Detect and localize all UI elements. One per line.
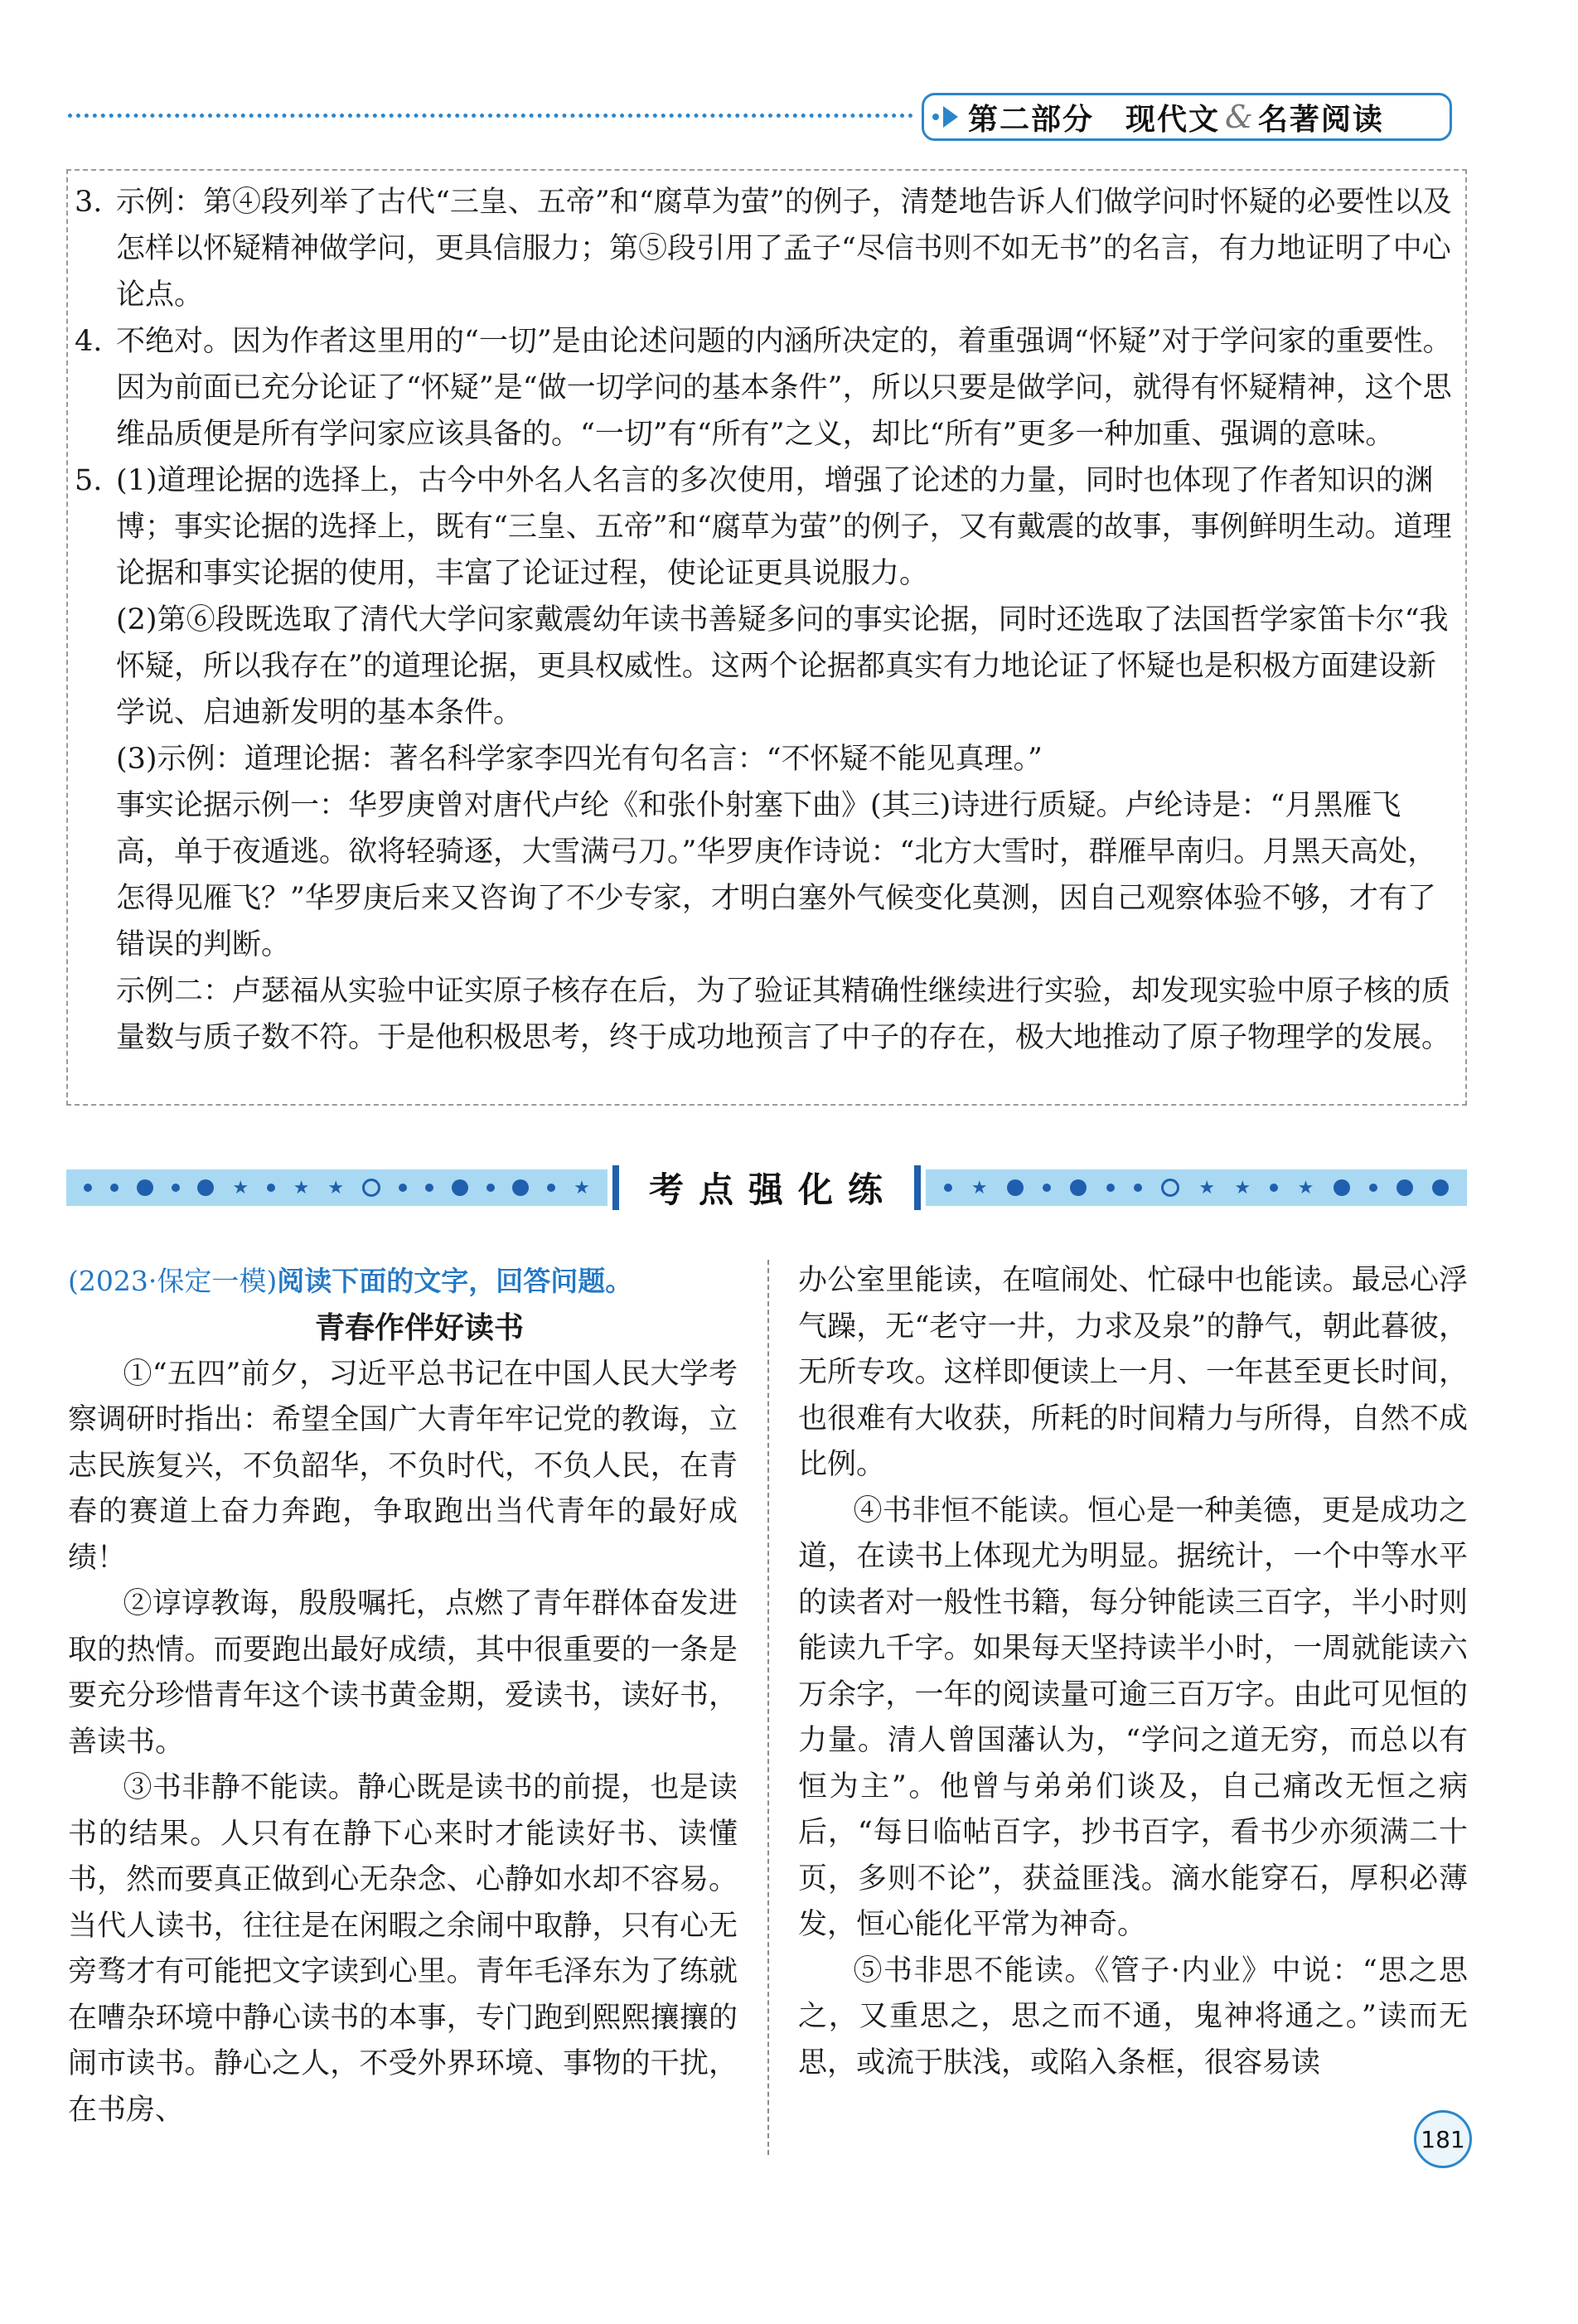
article-paragraph: ②谆谆教诲，殷殷嘱托，点燃了青年群体奋发进取的热情。而要跑出最好成绩，其中很重要的一条是要充分珍惜青年这个读书黄金期，爱读书，读好书，善读书。 (68, 1587, 738, 1759)
chapter-header (922, 93, 1452, 141)
answer-text: (3)示例：道理论据：著名科学家李四光有句名言：“不怀疑不能见真理。” (116, 743, 1043, 776)
answer-text: 示例二：卢瑟福从实验中证实原子核存在后，为了验证其精确性继续进行实验，却发现实验中原子核的质量数与质子数不符。于是他积极思考，终于成功地预言了中子的存在，极大地推动了原子物理学的发展。 (116, 975, 1451, 1054)
banner-decoration-right: ★ ★ ★ ★ (926, 1169, 1467, 1206)
chapter-part: 第二部分 (968, 102, 1095, 137)
answer-number: 5. (75, 464, 103, 497)
question-source: (2023·保定一模) (68, 1265, 278, 1297)
chapter-title-a: 现代文 (1125, 102, 1221, 137)
answer-box (66, 169, 1467, 1106)
answer-text: 不绝对。因为作者这里用的“一切”是由论述问题的内涵所决定的，着重强调“怀疑”对于学问家的重要性。因为前面已充分论证了“怀疑”是“做一切学问的基本条件”，所以只要是做学问，就得有怀疑精神，这个思维品质便是所有学问家应该具备的。“一切”有“所有”之义，却比“所有”更多一种加重、强调的意味。 (116, 325, 1452, 451)
answer-item-5 (75, 458, 1459, 1061)
answer-text: 事实论据示例一：华罗庚曾对唐代卢纶《和张仆射塞下曲》(其三)诗进行质疑。卢纶诗是：“月黑雁飞高，单于夜遁逃。欲将轻骑逐，大雪满弓刀。”华罗庚作诗说：“北方大雪时，群雁早南归。月黑天高处，怎得见雁飞？”华罗庚后来又咨询了不少专家，才明白塞外气候变化莫测，因自己观察体验不够，才有了错误的判断。 (116, 789, 1437, 961)
globe-icon (1161, 1179, 1179, 1197)
question-instruction: 阅读下面的文字，回答问题。 (277, 1265, 633, 1297)
header-dotted-line (68, 114, 913, 118)
article-paragraph-continued: 办公室里能读，在喧闹处、忙碌中也能读。最忌心浮气躁，无“老守一井，力求及泉”的静气，朝此暮彼，无所专攻。这样即便读上一月、一年甚至更长时间，也很难有大收获，所耗的时间精力与所得，自然不成比例。 (798, 1264, 1468, 1481)
article-left-column (68, 1258, 738, 2133)
question-prompt (68, 1258, 738, 1305)
answer-text: (2)第⑥段既选取了清代大学问家戴震幼年读书善疑多问的事实论据，同时还选取了法国哲学家笛卡尔“我怀疑，所以我存在”的道理论据，更具权威性。这两个论据都真实有力地论证了怀疑也是积极方面建设新学说、启迪新发明的基本条件。 (116, 603, 1449, 729)
answer-text: 示例：第④段列举了古代“三皇、五帝”和“腐草为萤”的例子，清楚地告诉人们做学问时怀疑的必要性以及怎样以怀疑精神做学问，更具信服力；第⑤段引用了孟子“尽信书则不如无书”的名言，有力地证明了中心论点。 (116, 186, 1452, 312)
article-paragraph: ①“五四”前夕，习近平总书记在中国人民大学考察调研时指出：希望全国广大青年牢记党的教诲，立志民族复兴，不负韶华，不负时代，不负人民，在青春的赛道上奋力奔跑，争取跑出当代青年的最好成绩！ (68, 1357, 738, 1575)
article-right-column (798, 1258, 1468, 2086)
answer-number: 4. (75, 325, 103, 358)
banner-separator (612, 1165, 619, 1210)
article-title: 青春作伴好读书 (314, 1310, 524, 1345)
answer-text: (1)道理论据的选择上，古今中外名人名言的多次使用，增强了论述的力量，同时也体现了作者知识的渊博；事实论据的选择上，既有“三皇、五帝”和“腐草为萤”的例子，又有戴震的故事，事例鲜明生动。道理论据和事实论据的使用，丰富了论证过程，使论证更具说服力。 (116, 464, 1452, 590)
globe-icon (362, 1179, 380, 1197)
section-title: 考点强化练 (649, 1169, 898, 1210)
answer-item-3 (75, 179, 1459, 318)
answer-item-4 (75, 318, 1459, 458)
chapter-title-b: 名著阅读 (1257, 102, 1384, 137)
banner-decoration-left: ★ ★ ★ ★ (66, 1169, 607, 1206)
article-paragraph: ④书非恒不能读。恒心是一种美德，更是成功之道，在读书上体现尤为明显。据统计，一个中等水平的读者对一般性书籍，每分钟能读三百字，半小时则能读九千字。如果每天坚持读半小时，一周就能读六万余字，一年的阅读量可逾三百万字。由此可见恒的力量。清人曾国藩认为，“学问之道无穷，而总以有恒为主”。他曾与弟弟们谈及，自己痛改无恒之病后，“每日临帖百字，抄书百字，看书少亦须满二十页，多则不论”，获益匪浅。滴水能穿石，厚积必薄发，恒心能化平常为神奇。 (798, 1494, 1468, 1941)
article-paragraph: ⑤书非思不能读。《管子·内业》中说：“思之思之，又重思之，思之而不通，鬼神将通之。”读而无思，或流于肤浅，或陷入条框，很容易读 (798, 1954, 1468, 2079)
banner-separator (914, 1165, 921, 1210)
chapter-title-ampersand: & (1225, 99, 1253, 135)
answer-number: 3. (75, 186, 103, 219)
article-paragraph: ③书非静不能读。静心既是读书的前提，也是读书的结果。人只有在静下心来时才能读好书、读懂书，然而要真正做到心无杂念、心静如水却不容易。当代人读书，往往是在闲暇之余闹中取静，只有心无旁骛才有可能把文字读到心里。青年毛泽东为了练就在嘈杂环境中静心读书的本事，专门跑到熙熙攘攘的闹市读书。静心之人，不受外界环境、事物的干扰，在书房、 (68, 1771, 738, 2127)
column-divider (767, 1260, 769, 2155)
page-number: 181 (1414, 2110, 1472, 2168)
section-banner (66, 1164, 1467, 1211)
arrow-icon (932, 106, 958, 128)
